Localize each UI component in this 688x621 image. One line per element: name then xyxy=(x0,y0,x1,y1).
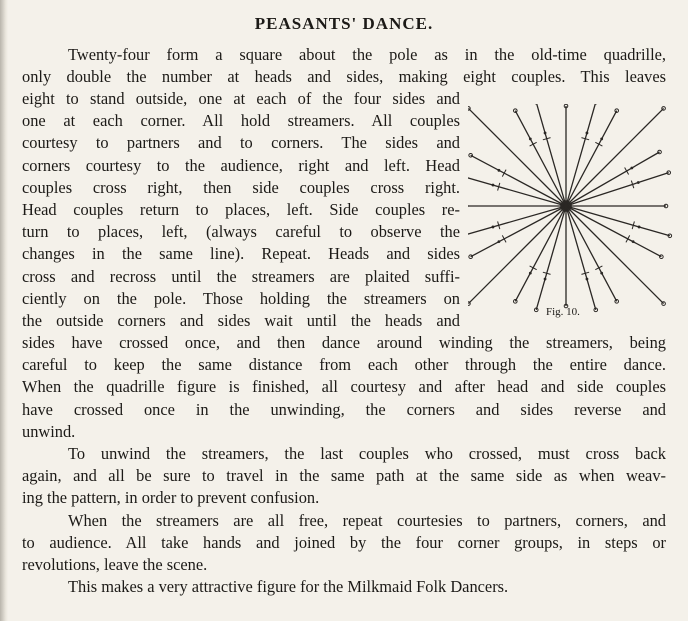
text-line: This makes a very attractive figure for the Milkmaid Folk Dancers. xyxy=(68,577,509,596)
dancer-dot-icon xyxy=(637,181,640,184)
text-line: sides have crossed once, and then dance around winding the streamers, being xyxy=(22,333,666,352)
text-line: only double the number at heads and sides, making eight couples. This leaves xyxy=(22,67,666,87)
text-line: the outside corners and sides wait until the heads and xyxy=(22,311,460,331)
paragraph-closing xyxy=(22,576,666,598)
text-line: again, and all be sure to travel in the same path at the same side as when weav- xyxy=(22,466,666,486)
streamer-line xyxy=(471,155,566,206)
text-line: corners courtesy to the audience, right and left. Head xyxy=(22,155,460,175)
text-line: careful to keep the same distance from each other through the entire dance. xyxy=(22,355,666,375)
text-line: To unwind the streamers, the last couples who crossed, must cross back xyxy=(68,444,666,463)
dancer-dot-icon xyxy=(600,272,603,275)
dancer-marker-icon xyxy=(625,168,629,175)
paragraph-intro-continued xyxy=(22,332,666,443)
text-line: revolutions, leave the scene. xyxy=(22,555,208,575)
text-line: eight to stand outside, one at each of the four sides and xyxy=(22,89,460,108)
streamer-line xyxy=(566,206,617,301)
text-line: one at each corner. All hold streamers. All couples xyxy=(22,111,460,131)
text-line: cross and recross until the streamers are plaited suffi- xyxy=(22,266,460,286)
dancer-dot-icon xyxy=(497,169,500,172)
dancer-dot-icon xyxy=(586,278,589,281)
streamer-line xyxy=(515,206,566,301)
page-gutter-shadow xyxy=(0,0,8,621)
figure-caption: Fig. 10. xyxy=(546,306,580,318)
dancer-dot-icon xyxy=(630,167,633,170)
page-title: PEASANTS' DANCE. xyxy=(254,14,434,33)
dancer-dot-icon xyxy=(586,132,589,135)
paragraph-free xyxy=(22,510,666,577)
paragraph-intro-beside-figure xyxy=(22,88,460,332)
streamer-line xyxy=(515,111,566,206)
text-line: ciently on the pole. Those holding the streamers on xyxy=(22,288,460,308)
text-line: to audience. All take hands and joined by the four corner groups, in steps or xyxy=(22,533,666,553)
maypole-center-icon xyxy=(564,204,568,208)
dancer-dot-icon xyxy=(544,278,547,281)
text-line: turn to places, left, (always careful to observe the xyxy=(22,222,460,242)
dancer-dot-icon xyxy=(492,226,495,229)
text-line: courtesy to partners and to corners. The sides and xyxy=(22,133,460,153)
paragraph-unwind xyxy=(22,443,666,510)
dancer-dot-icon xyxy=(632,240,635,243)
streamer-line xyxy=(566,206,661,257)
text-line: ing the pattern, in order to prevent confusion. xyxy=(22,488,320,508)
dancer-dot-icon xyxy=(638,226,641,229)
text-line: When the quadrille figure is finished, all courtesy and after head and side couples xyxy=(22,377,666,397)
streamer-line xyxy=(471,206,566,257)
text-line: couples cross right, then side couples cross right. xyxy=(22,177,460,197)
streamer-end-icon xyxy=(662,107,666,111)
text-line: Head couples return to places, left. Side couples re- xyxy=(22,200,460,220)
dancer-dot-icon xyxy=(497,240,500,243)
dancer-dot-icon xyxy=(492,184,495,187)
paragraph-intro xyxy=(22,44,666,88)
streamer-diagram xyxy=(468,104,673,324)
dancer-dot-icon xyxy=(529,137,532,140)
text-line: Twenty-four form a square about the pole as in the old-time quadrille, xyxy=(68,45,666,64)
text-line: unwind. xyxy=(22,421,76,441)
text-line: When the streamers are all free, repeat courtesies to partners, corners, and xyxy=(68,511,666,530)
text-line: changes in the same line). Repeat. Heads and sides xyxy=(22,244,460,264)
dancer-dot-icon xyxy=(544,132,547,135)
dancer-dot-icon xyxy=(600,137,603,140)
text-line: have crossed once in the unwinding, the corners and sides reverse and xyxy=(22,399,666,419)
dancer-dot-icon xyxy=(529,272,532,275)
streamer-end-icon xyxy=(662,302,666,306)
